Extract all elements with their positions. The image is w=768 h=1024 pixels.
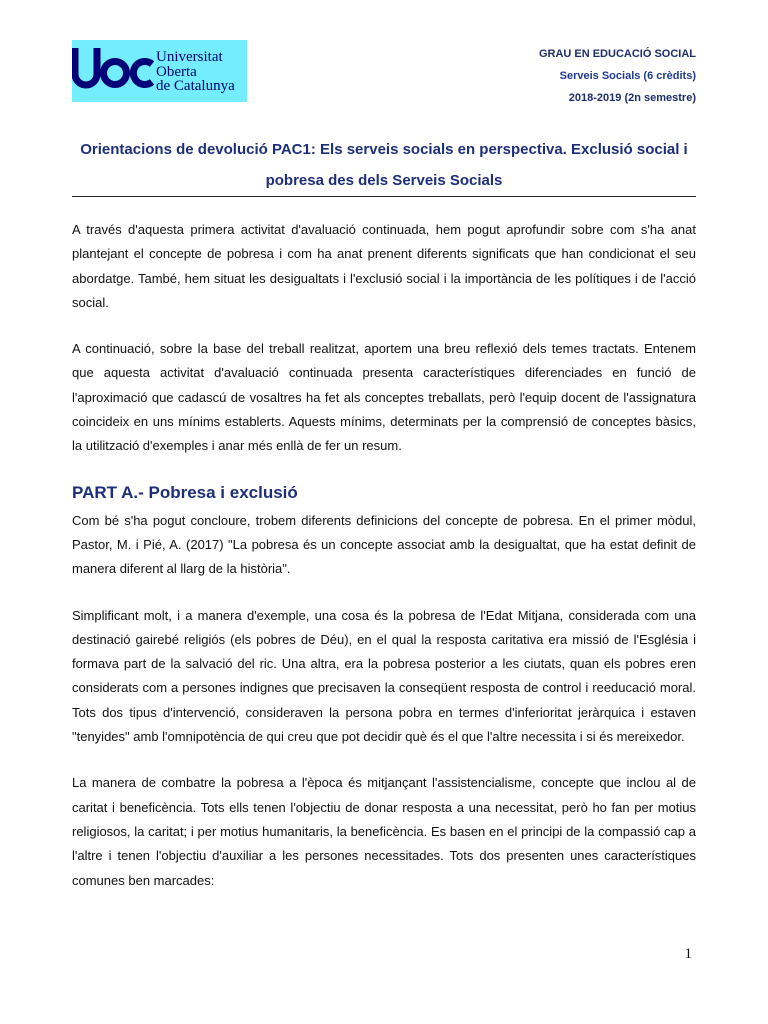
uoc-logo-wordmark [156, 50, 235, 94]
document-body [72, 218, 696, 915]
intro-paragraph-2: A continuació, sobre la base del treball realitzat, aportem una breu reflexió dels temes tractats. Entenem que aquesta activitat d'avaluació continuada presenta característiques diferenciades en funció de l'aproximació que cadascú de vosaltres ha fet als conceptes treballats, però l'equip docent de l'assignatura coincideix en uns mínims establerts. Aquests mínims, determinats per la comprensió de conceptes bàsics, la utilització d'exemples i anar més enllà de fer un resum. [72, 341, 696, 454]
part-a-paragraph-2: Simplificant molt, i a manera d'exemple, una cosa és la pobresa de l'Edat Mitjana, considerada com una destinació gairebé religiós (els pobres de Déu), en el qual la resposta caritativa era missió de l'Església i formava part de la salvació del ric. Una altra, era la pobresa posterior a les ciutats, quan els pobres eren considerats com a persones indignes que precisaven la conseqüent resposta de control i reeducació moral. Tots dos tipus d'intervenció, consideraven la persona pobra en termes d'inferioritat jeràrquica i estaven "tenyides" amb l'omnipotència de qui creu que pot decidir què és el que l'altre necessita i si és mereixedor. [72, 607, 696, 745]
course-info [436, 43, 696, 109]
uoc-logo [72, 40, 247, 102]
document-title: Orientacions de devolució PAC1: Els serveis socials en perspectiva. Exclusió social i pobresa des dels Serveis Socials [80, 141, 688, 189]
part-a-paragraph-3: La manera de combatre la pobresa a l'època és mitjançant l'assistencialisme, concepte que inclou al de caritat i beneficència. Tots ells tenen l'objectiu de donar resposta a una necessitat, però ho fan per motius religiosos, la caritat; i per motius humanitaris, la beneficència. Es basen en el principi de la compassió cap a l'altre i tenen l'objectiu d'auxiliar a les persones necessitades. Tots dos presenten unes característiques comunes ben marcades: [72, 775, 696, 888]
logo-line-3: de Catalunya [156, 78, 235, 95]
academic-term: 2018-2019 (2n semestre) [568, 92, 696, 104]
uoc-logo-mark [72, 40, 154, 102]
subject-name: Serveis Socials (6 crèdits) [559, 70, 696, 82]
logo-line-1: Universitat [156, 49, 223, 66]
part-a-heading: PART A.- Pobresa i exclusió [72, 482, 298, 502]
title-divider [72, 196, 696, 197]
logo-line-2: Oberta [156, 63, 197, 80]
degree-name: GRAU EN EDUCACIÓ SOCIAL [538, 48, 696, 60]
part-a-paragraph-1: Com bé s'ha pogut concloure, trobem diferents definicions del concepte de pobresa. En el primer mòdul, Pastor, M. i Pié, A. (2017) "La pobresa és un concepte associat amb la desigualtat, que ha estat definit de manera diferent al llarg de la història". [72, 512, 696, 577]
page-number: 1 [684, 946, 692, 962]
intro-paragraph-1: A través d'aquesta primera activitat d'avaluació continuada, hem pogut aprofundir sobre com s'ha anat plantejant el concepte de pobresa i com ha anat prenent diferents significats que han condicionat el seu abordatge. També, hem situat les desigualtats i l'exclusió social i la importància de les polítiques i de l'acció social. [72, 222, 696, 310]
